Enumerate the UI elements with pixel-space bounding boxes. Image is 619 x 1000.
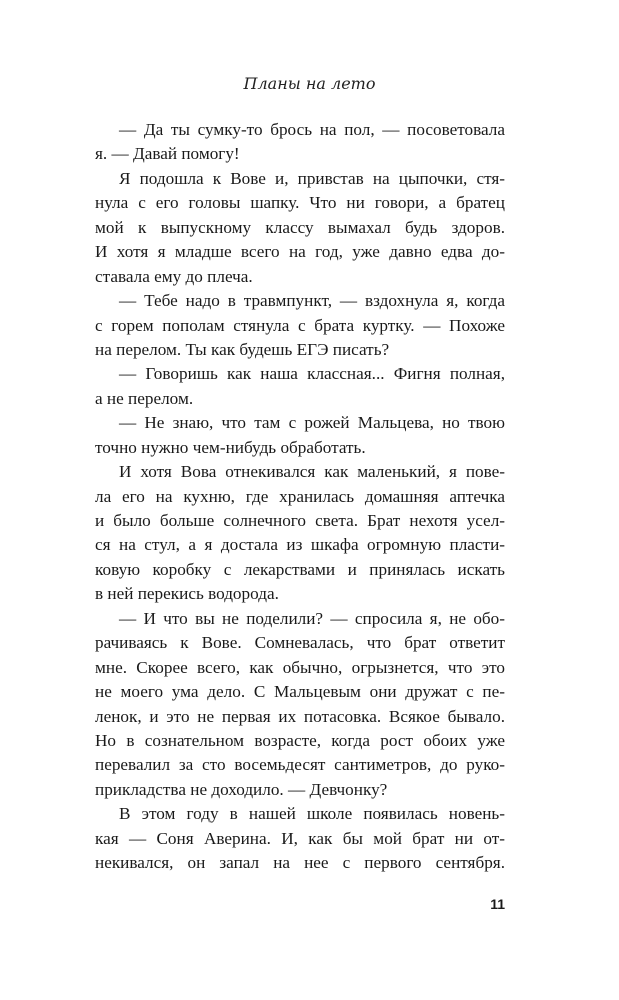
text-line: некивался, он запал на нее с первого сентября. — [95, 853, 505, 873]
text-line: мой к выпускному классу вымахал будь здоров. — [95, 217, 505, 237]
text-line: в ней перекись водорода. — [95, 584, 279, 604]
text-line: перевалил за сто восемьдесят сантиметров, до руко- — [95, 755, 505, 775]
text-line: прикладства не доходило. — Девчонку? — [95, 779, 388, 799]
text-line: я. — Давай помогу! — [95, 144, 240, 164]
text-line: ставала ему до плеча. — [95, 266, 253, 286]
page-number: 11 — [490, 896, 505, 912]
text-line: И хотя Вова отнекивался как маленький, я пове- — [119, 462, 505, 482]
text-line: Но в сознательном возрасте, когда рост обоих уже — [95, 730, 505, 750]
text-line: ленок, и это не первая их потасовка. Всякое бывало. — [95, 706, 505, 726]
running-head: Планы на лето — [243, 74, 376, 93]
text-line: а не перелом. — [95, 388, 194, 408]
body-text — [95, 118, 505, 876]
text-line: ковую коробку с лекарствами и принялась искать — [95, 559, 505, 579]
text-line: В этом году в нашей школе появилась новень- — [119, 804, 505, 824]
text-line: не моего ума дело. С Мальцевым они дружат с пе- — [95, 682, 505, 702]
text-line: точно нужно чем-нибудь обработать. — [95, 437, 366, 457]
text-line: ся на стул, а я достала из шкафа огромную пласти- — [95, 535, 505, 555]
text-line: Я подошла к Вове и, привстав на цыпочки, стя- — [119, 168, 505, 188]
text-line: — И что вы не поделили? — спросила я, не обо- — [119, 608, 505, 628]
text-line: с горем пополам стянула с брата куртку. — Похоже — [95, 315, 505, 335]
text-line: — Не знаю, что там с рожей Мальцева, но твою — [119, 413, 505, 433]
text-line: мне. Скорее всего, как обычно, огрызнется, что это — [95, 657, 505, 677]
text-line: — Тебе надо в травмпункт, — вздохнула я, когда — [119, 291, 505, 311]
text-line: и было больше солнечного света. Брат нехотя усел- — [95, 511, 505, 530]
text-line: И хотя я младше всего на год, уже давно едва до- — [95, 242, 505, 262]
text-line: нула с его головы шапку. Что ни говори, а братец — [95, 193, 505, 213]
text-line: кая — Соня Аверина. И, как бы мой брат ни от- — [95, 828, 505, 848]
text-line: — Говоришь как наша классная... Фигня полная, — [119, 364, 505, 384]
text-line: рачиваясь к Вове. Сомневалась, что брат ответит — [95, 633, 505, 653]
text-line: на перелом. Ты как будешь ЕГЭ писать? — [95, 339, 390, 359]
text-line: — Да ты сумку-то брось на пол, — посоветовала — [119, 120, 505, 139]
text-line: ла его на кухню, где хранилась домашняя аптечка — [95, 486, 505, 506]
